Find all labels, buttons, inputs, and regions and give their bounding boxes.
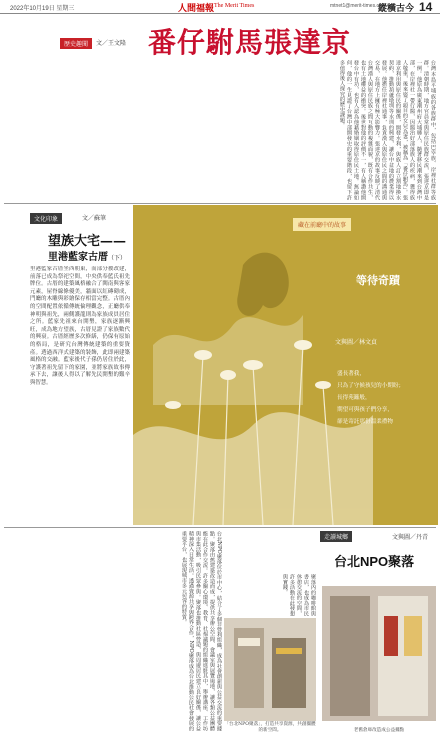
photo-caption-2: 老舊倉庫改造成公益據點 <box>353 728 405 733</box>
bottom-article-title: 台北NPO聚落 <box>334 554 415 569</box>
bottom-article-body-mid <box>224 574 316 616</box>
poem-line: 卻是寄託那份溫柔禮物 <box>337 419 393 425</box>
poem-line: 期望可與孩子們分享， <box>337 407 393 413</box>
illustration-image <box>133 205 438 525</box>
illustration-title: 等待奇蹟 <box>356 274 400 287</box>
illustration-author: 文與圖／林文貞 <box>335 339 378 346</box>
illustration-panel <box>133 205 438 525</box>
header-email: mtnet1@merit-times.com.tw <box>330 3 393 9</box>
top-article-byline: 文／王文隆 <box>96 40 127 47</box>
npo-photo-1 <box>224 618 316 721</box>
culture-subtitle-note: （下） <box>108 255 127 262</box>
culture-subtitle-text: 里港藍家古厝 <box>48 252 108 263</box>
culture-article-title: 望族大宅—— <box>48 234 127 249</box>
bottom-body-left-text: 台北NPO聚落位於市中心，結合了多個非營利組織，成為社會創新與公益交流的重要據點。聚落由舊建築改造而成，提供共享辦公空間、會議室與展覽場地，讓各類公益團體能在此合作交流。許多關心環境、教育、社福議題的組織進駐其中，舉辦講座、工作坊與市集活動，吸引民眾參與。聚落也推動社區營造，與周邊居民建立良好關係，讓公益精神深入日常生活。透過資源共享與跨界合作，NPO聚落成為台北推動公民社會發展的重要平台，也展現城市多元包容的特質。 <box>181 531 222 731</box>
culture-article-body: 里港藍家古厝坐西朝東，而部分被改建，前落已成為祭祀空間，中央供奉藍氏祖先牌位。古厝的建築風格融合了閩南與客家元素，屋脊線條優美，牆面以紅磚砌成，門廳的木雕與彩繪保存相當完整。古厝內的空間配置依循傳統倫理觀念，正廳供奉神明與祖先，兩側護龍則為家族成員居住之所。藍家先祖來台開墾，家族逐漸興旺，成為地方望族，古厝見證了家族數代的興衰。古厝經歷多次修繕，仍保有原始的格局，是研究台灣傳統建築的重要資產。透過西洋式建築的裝飾，此即兩建築風格的交融。藍家後代子孫仍居住於此，守護著祖先留下的家園，並將家族故事傳承下去，讓後人得以了解先民開墾的艱辛與智慧。 <box>30 266 130 386</box>
page-header <box>0 0 440 14</box>
culture-article-subtitle <box>48 248 126 263</box>
divider-line <box>4 527 436 528</box>
header-date: 2022年10月19日 星期三 <box>10 6 75 12</box>
npo-photo-2 <box>322 586 436 721</box>
divider-line <box>4 203 436 204</box>
poem-line: 長得苑籬般， <box>337 395 371 401</box>
illustration-poem <box>337 368 404 428</box>
page-number: 14 <box>419 0 433 14</box>
newspaper-logo-en: The Merit Times <box>214 3 255 9</box>
bottom-body-mid-text: 聚落內的咖啡館與書店，也成為市民休憩交流的空間，許多活動在此發想與實踐。 <box>282 574 316 616</box>
top-article-body: 台灣本島平埔族的各族群中，包括巴宰族、岸裡社群等族群。清朝時期，地方官員常與原住民族群交流，張達京即是一例。他原為廣東潮州府大埔縣人，隨著移民潮來到台灣中部，在岸裡社一帶行醫，因醫治好部落族人的疾病，獲得族人敬重，後來娶了頭目的女兒為妻，被稱為「番仔駙馬」。張達京利用與原住民的關係，開發水利，與族人訂立割地換水契約，推動葫蘆墩圳等水圳的興建，讓台中盆地的農業得以發展。他擔任岸裡社通事，負責漢人與原住民之間的溝通與交易，在地方上擁有極大影響力。張達京的故事反映了清代台灣漢人與原住民族之間互動的複雜面貌，既有合作共生，也有土地權益的衝突。後世對他的評價不一，有人稱讚他開發台中有功，也有人認為他藉婚姻取得原住民土地。無論如何，他的一生見證了台灣中部開發史的重要階段，也留下許多值得後人探究的歷史課題。 <box>339 60 436 200</box>
bottom-article-tag: 走讀城鄉 <box>320 531 352 542</box>
section-name: 縱橫古今 <box>378 4 415 14</box>
top-article-title: 番仔駙馬張達京 <box>148 26 352 59</box>
culture-article-byline: 文／蘇筆 <box>82 215 107 222</box>
poem-line: 只為了守候孩兒的小期盼； <box>337 383 405 389</box>
illustration-tag: 藏在前廳中的故事 <box>293 218 351 231</box>
culture-article-tag: 文化印象 <box>30 213 62 224</box>
newspaper-logo: 人間福報 <box>178 4 215 14</box>
bottom-article-byline: 文與圖／丹青 <box>392 534 429 541</box>
bottom-article-body-left <box>4 531 222 731</box>
photo-caption-1: 「台北NPO聚落」，打造共享資源，共創團體的新空間。 <box>224 722 316 733</box>
poem-line: 盛長著我， <box>337 371 365 377</box>
top-article-tag: 歷史趣聞 <box>60 38 92 49</box>
top-article-body-area <box>4 60 436 200</box>
